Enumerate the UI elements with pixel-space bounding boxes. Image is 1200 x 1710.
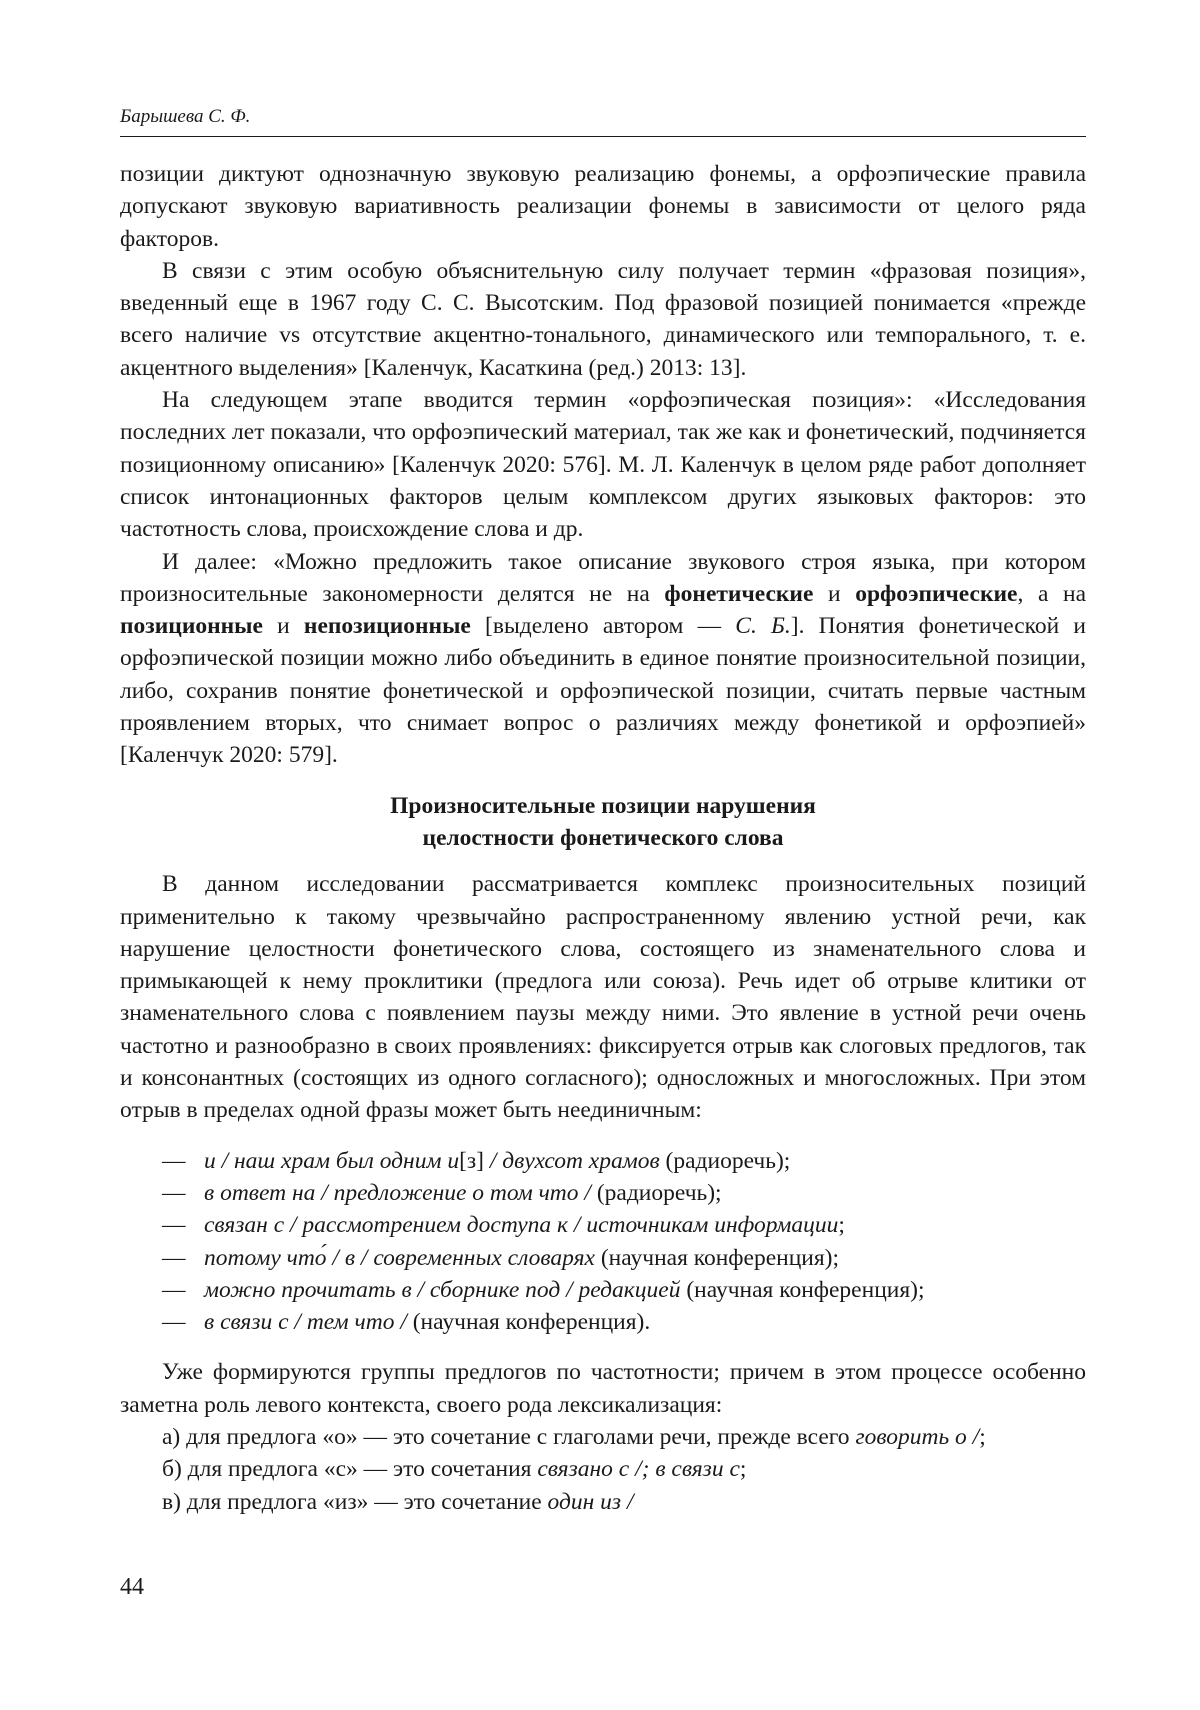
example-item bbox=[120, 1306, 1086, 1338]
emphasis-term: позиционные bbox=[120, 613, 263, 640]
example-item bbox=[120, 1145, 1086, 1177]
paragraph-2: В связи с этим особую объяснительную силу получает термин «фразовая позиция», введенный еще в 1967 году С. С. Высотским. Под фразовой позицией понимается «прежде всего наличие vs отсутствие акцентно-тонального, динамического или темпорального, т. е. акцентного выделения» [Каленчук, Касаткина (ред.) 2013: 13]. bbox=[120, 257, 1086, 381]
list-dash: — bbox=[162, 1309, 186, 1336]
header-rule bbox=[120, 136, 1086, 137]
example-italic: в связи с / тем что / bbox=[204, 1309, 407, 1336]
example-italic: в ответ на / предложение о том что / bbox=[204, 1179, 591, 1206]
example-italic: и / наш храм был одним и bbox=[204, 1147, 460, 1174]
example-text: (радиоречь); bbox=[659, 1147, 791, 1174]
example-text: (научная конференция). bbox=[406, 1309, 651, 1336]
preposition-item-c bbox=[120, 1486, 1086, 1518]
paragraph-4-text: и bbox=[813, 580, 856, 607]
preposition-italic: связано с /; в связи с bbox=[537, 1456, 740, 1483]
example-italic: / двухсот храмов bbox=[484, 1147, 660, 1174]
preposition-italic: говорить о / bbox=[855, 1423, 980, 1450]
paragraph-4-text: и bbox=[262, 613, 304, 640]
example-text: (радиоречь); bbox=[590, 1179, 722, 1206]
example-item bbox=[120, 1177, 1086, 1209]
preposition-italic: один из / bbox=[547, 1488, 634, 1515]
paragraph-3: На следующем этапе вводится термин «орфоэпическая позиция»: «Исследования последних лет показали, что орфоэпический материал, так же как и фонетический, подчиняется позиционному описанию» [Каленчук 2020: 576]. М. Л. Каленчук в целом ряде работ дополняет список интонационных факторов целым комплексом других языковых факторов: это частотность слова, происхождение слова и др. bbox=[120, 387, 1086, 543]
preposition-item-a bbox=[120, 1421, 1086, 1453]
example-item bbox=[120, 1209, 1086, 1241]
example-text: [з] bbox=[459, 1147, 485, 1174]
section-title-line-2: целостности фонетического слова bbox=[422, 824, 784, 851]
paragraph-4-text: , а на bbox=[1017, 580, 1087, 607]
example-text: (научная конференция); bbox=[594, 1244, 840, 1271]
author-initials: С. Б. bbox=[735, 613, 791, 640]
section-title bbox=[120, 790, 1086, 855]
example-text: ; bbox=[838, 1212, 845, 1239]
paragraph-4-text: [выделено автором — bbox=[470, 613, 736, 640]
page-number: 44 bbox=[120, 1574, 144, 1600]
preposition-item-b bbox=[120, 1453, 1086, 1485]
list-dash: — bbox=[162, 1244, 186, 1271]
emphasis-term: орфоэпические bbox=[855, 580, 1018, 607]
paragraph-4 bbox=[120, 546, 1086, 772]
list-dash: — bbox=[162, 1179, 186, 1206]
example-italic: потому что́ / в / современных словарях bbox=[204, 1244, 595, 1271]
body-text bbox=[120, 158, 1086, 1518]
preposition-text: а) для предлога «о» — это сочетание с глаголами речи, прежде всего bbox=[162, 1423, 856, 1450]
list-dash: — bbox=[162, 1212, 186, 1239]
paragraph-4-text: И далее: «Можно предложить такое описание звукового строя языка, при котором произносительные закономерности делятся не на bbox=[120, 548, 1086, 607]
emphasis-term: непозиционные bbox=[303, 613, 471, 640]
section-title-line-1: Произносительные позиции нарушения bbox=[390, 792, 816, 819]
list-dash: — bbox=[162, 1147, 186, 1174]
example-italic: связан с / рассмотрением доступа к / источникам информации bbox=[204, 1212, 839, 1239]
paragraph-4-text: ]. Понятия фонетической и орфоэпической позиции можно либо объединить в единое понятие произносительной позиции, либо, сохранив понятие фонетической и орфоэпической позиции, считать первые частным проявлением вторых, что снимает вопрос о различиях между фонетикой и орфоэпией» [Каленчук 2020: 579]. bbox=[120, 613, 1086, 769]
preposition-text: в) для предлога «из» — это сочетание bbox=[162, 1488, 548, 1515]
example-list bbox=[120, 1145, 1086, 1339]
example-item bbox=[120, 1242, 1086, 1274]
preposition-list bbox=[120, 1421, 1086, 1518]
preposition-text: ; bbox=[979, 1423, 986, 1450]
paragraph-5: В данном исследовании рассматривается комплекс произносительных позиций применительно к такому чрезвычайно распространенному явлению устной речи, как нарушение целостности фонетического слова, состоящего из знаменательного слова и примыкающей к нему проклитики (предлога или союза). Речь идет об отрыве клитики от знаменательного слова с появлением паузы между ними. Это явление в устной речи очень частотно и разнообразно в своих проявлениях: фиксируется отрыв как слоговых предлогов, так и консонантных (состоящих из одного согласного); односложных и многосложных. При этом отрыв в пределах одной фразы может быть неединичным: bbox=[120, 871, 1086, 1124]
preposition-text: ; bbox=[739, 1456, 747, 1483]
list-dash: — bbox=[162, 1276, 186, 1303]
emphasis-term: фонетические bbox=[664, 580, 814, 607]
paragraph-6: Уже формируются группы предлогов по частотности; причем в этом процессе особенно заметна роль левого контекста, своего рода лексикализация: bbox=[120, 1359, 1086, 1418]
example-item bbox=[120, 1274, 1086, 1306]
running-head: Барышева С. Ф. bbox=[120, 106, 251, 127]
example-text: (научная конференция); bbox=[680, 1276, 925, 1303]
paragraph-1: позиции диктуют однозначную звуковую реализацию фонемы, а орфоэпические правила допускают звуковую вариативность реализации фонемы в зависимости от целого ряда факторов. bbox=[120, 161, 1086, 252]
preposition-text: б) для предлога «с» — это сочетания bbox=[162, 1456, 538, 1483]
example-italic: можно прочитать в / сборнике под / редакцией bbox=[204, 1276, 681, 1303]
